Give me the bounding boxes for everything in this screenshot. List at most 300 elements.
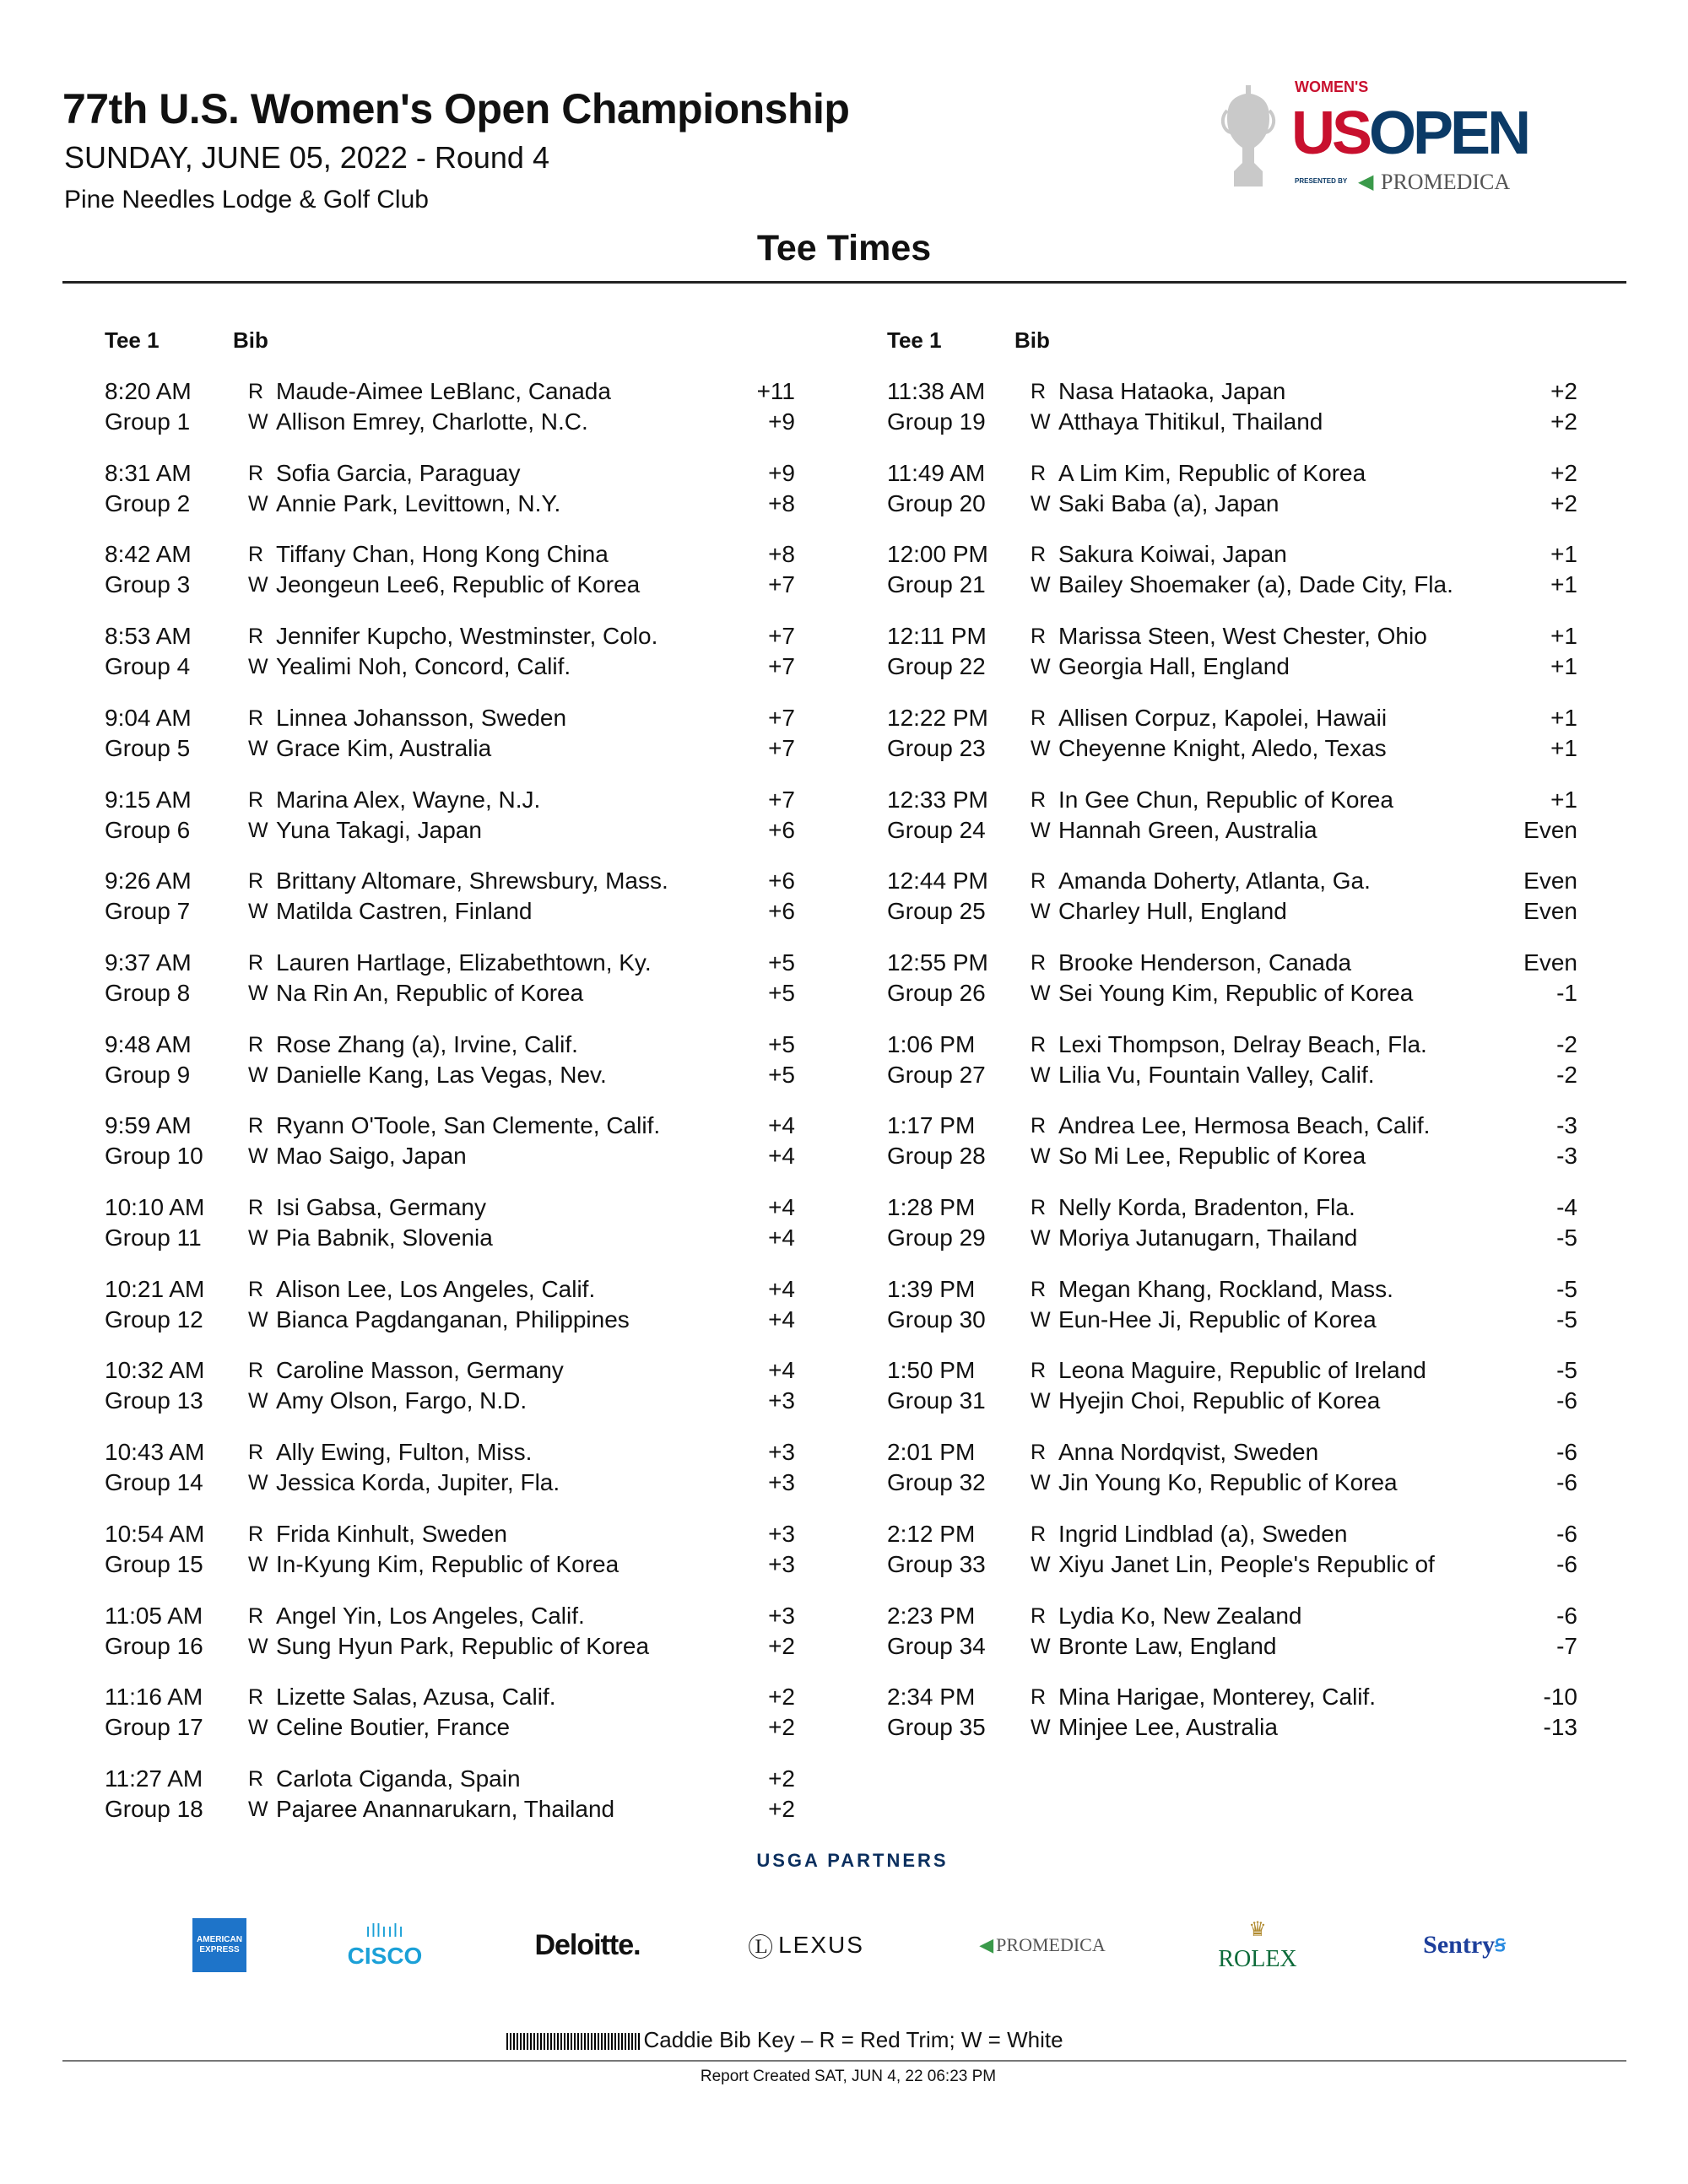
bib-letter: R [248,1766,264,1791]
player-score: +4 [768,1357,795,1384]
group-label: Group 29 [887,1224,986,1251]
player-score: +1 [1550,571,1577,598]
player-row-red [105,539,795,570]
crown-icon: ♛ [1248,1918,1267,1941]
tee-time-group [105,376,795,437]
player-score: +3 [768,1469,795,1496]
group-label: Group 35 [887,1714,986,1741]
player-score: +2 [1550,408,1577,435]
player-row-red [887,1355,1577,1386]
tee-time-group [105,1601,795,1662]
group-label: Group 26 [887,979,986,1006]
player-row-white [887,978,1577,1008]
bib-letter: W [1031,1389,1051,1414]
player-name: Sung Hyun Park, Republic of Korea [276,1632,650,1659]
tee-time: 10:10 AM [105,1194,205,1220]
player-score: +1 [1550,704,1577,731]
group-label: Group 3 [105,571,191,598]
player-row-red [105,1601,795,1631]
bib-letter: W [1031,1634,1051,1658]
bib-letter: R [248,1685,264,1710]
group-label: Group 34 [887,1632,986,1659]
bib-letter: W [248,1552,268,1576]
player-score: +3 [768,1439,795,1466]
player-row-white [887,896,1577,927]
group-label: Group 5 [105,734,191,761]
player-name: Lilia Vu, Fountain Valley, Calif. [1058,1061,1375,1088]
bib-letter: R [1031,543,1047,567]
player-row-red [887,1111,1577,1141]
logo-us-text: US [1291,100,1370,167]
player-name: Nasa Hataoka, Japan [1058,378,1286,404]
tee-time: 1:28 PM [887,1194,976,1220]
tee-time-group [887,621,1577,682]
player-row-red [105,1437,795,1468]
player-score: +3 [768,1387,795,1414]
player-name: Rose Zhang (a), Irvine, Calif. [276,1030,578,1057]
bib-letter: W [1031,981,1051,1005]
amex-logo: AMERICAN EXPRESS [190,1909,249,1981]
tee-time: 8:53 AM [105,623,192,650]
player-row-red [105,703,795,733]
player-name: Lauren Hartlage, Elizabethtown, Ky. [276,949,652,976]
player-score: +8 [768,541,795,568]
player-name: Pia Babnik, Slovenia [276,1224,493,1251]
player-score: +3 [768,1520,795,1547]
tee-time-group [105,621,795,682]
player-score: +5 [768,1030,795,1057]
player-score: +11 [756,378,795,404]
player-name: Georgia Hall, England [1058,653,1290,680]
group-label: Group 18 [105,1795,203,1822]
tee-time-group [105,1192,795,1253]
player-name: Minjee Lee, Australia [1058,1714,1278,1741]
caddie-bib-key: Caddie Bib Key – R = Red Trim; W = White [0,2027,1570,2053]
tee-time: 1:39 PM [887,1275,976,1302]
bib-letter: R [248,1114,264,1138]
tee-time-group [105,1519,795,1580]
player-row-white [887,1631,1577,1662]
tee-time-group [105,948,795,1008]
player-name: Marina Alex, Wayne, N.J. [276,786,541,813]
player-score: +1 [1550,541,1577,568]
player-score: +2 [768,1684,795,1711]
tee-time: 9:48 AM [105,1030,192,1057]
player-name: Sakura Koiwai, Japan [1058,541,1287,568]
partners-title: USGA PARTNERS [756,1850,949,1871]
bib-letter: W [248,981,268,1005]
player-row-red [887,458,1577,489]
player-name: Yealimi Noh, Concord, Calif. [276,653,571,680]
player-name: Grace Kim, Australia [276,734,492,761]
player-score: +5 [768,1061,795,1088]
player-name: Jessica Korda, Jupiter, Fla. [276,1469,560,1496]
player-score: +2 [768,1714,795,1741]
logo-presented-text: PRESENTED BY [1295,177,1348,185]
player-row-white [887,1549,1577,1580]
player-name: Mao Saigo, Japan [276,1143,467,1170]
bib-letter: W [248,1389,268,1414]
group-label: Group 25 [887,898,986,925]
tee-time-group [887,1437,1577,1498]
tee-time: 11:38 AM [887,378,986,404]
player-row-red [887,1192,1577,1223]
player-score: +7 [768,623,795,650]
player-row-red [105,1682,795,1712]
tee-time-group [887,458,1577,519]
tee-time: 11:05 AM [105,1602,203,1629]
bib-letter: W [248,1716,268,1740]
player-row-white [887,815,1577,846]
bib-letter: R [1031,1359,1047,1383]
player-row-red [887,866,1577,896]
bib-letter: W [248,410,268,434]
tee-time-group [105,703,795,764]
column-header-bib: Bib [233,327,268,353]
player-name: Tiffany Chan, Hong Kong China [276,541,609,568]
player-row-red [105,866,795,896]
player-row-red [887,703,1577,733]
bib-letter: R [1031,1196,1047,1219]
player-row-red [887,1519,1577,1549]
player-score: -6 [1556,1520,1577,1547]
player-row-white [105,1141,795,1171]
player-name: Na Rin An, Republic of Korea [276,979,584,1006]
tee-time-group [105,1682,795,1743]
tee-time-group [887,539,1577,600]
tee-time-group [887,1192,1577,1253]
player-name: Megan Khang, Rockland, Mass. [1058,1275,1393,1302]
bib-letter: R [1031,461,1047,485]
player-name: Lizette Salas, Azusa, Calif. [276,1684,556,1711]
group-label: Group 15 [105,1550,203,1577]
player-row-white [105,489,795,519]
player-score: +4 [768,1306,795,1333]
player-name: Ingrid Lindblad (a), Sweden [1058,1520,1348,1547]
bib-letter: W [248,1471,268,1495]
player-score: +7 [768,704,795,731]
tee-time: 2:01 PM [887,1439,976,1466]
tee-time-group [105,1274,795,1335]
player-row-red [887,1030,1577,1060]
tee-time: 10:54 AM [105,1520,205,1547]
player-row-white [105,1060,795,1090]
bib-letter: W [248,818,268,842]
player-name: Eun-Hee Ji, Republic of Korea [1058,1306,1377,1333]
header-divider [62,281,1626,284]
player-score: +6 [768,868,795,895]
logo-open-text: OPEN [1369,100,1528,167]
group-label: Group 2 [105,489,191,516]
player-row-red [105,458,795,489]
player-score: -6 [1556,1469,1577,1496]
bib-letter: R [1031,950,1047,975]
group-label: Group 7 [105,898,191,925]
player-score: +2 [1550,378,1577,404]
player-row-red [105,1355,795,1386]
bib-letter: R [1031,1032,1047,1057]
player-score: -6 [1556,1602,1577,1629]
group-label: Group 4 [105,653,191,680]
player-row-red [887,1682,1577,1712]
player-row-white [887,1060,1577,1090]
bib-letter: R [248,1603,264,1628]
player-name: Celine Boutier, France [276,1714,511,1741]
player-name: Charley Hull, England [1058,898,1287,925]
tee-time: 1:06 PM [887,1030,976,1057]
player-row-red [105,376,795,407]
player-score: -7 [1556,1632,1577,1659]
tee-time: 2:12 PM [887,1520,976,1547]
player-row-red [887,1601,1577,1631]
tee-time: 8:31 AM [105,459,192,486]
player-score: +5 [768,949,795,976]
player-score: -2 [1556,1061,1577,1088]
player-score: +1 [1550,734,1577,761]
bib-letter: W [1031,1144,1051,1169]
group-label: Group 14 [105,1469,203,1496]
player-score: -5 [1556,1275,1577,1302]
player-row-white [105,1631,795,1662]
player-score: -6 [1556,1550,1577,1577]
player-name: Jeongeun Lee6, Republic of Korea [276,571,641,598]
group-label: Group 33 [887,1550,986,1577]
player-row-red [105,1519,795,1549]
player-name: Atthaya Thitikul, Thailand [1058,408,1323,435]
bib-letter: W [1031,1552,1051,1576]
tee-time-group [887,1682,1577,1743]
tee-time: 12:11 PM [887,623,987,650]
player-name: Sofia Garcia, Paraguay [276,459,521,486]
player-score: +1 [1550,786,1577,813]
bib-letter: W [248,491,268,516]
player-score: +1 [1550,653,1577,680]
player-row-white [105,1549,795,1580]
player-name: Saki Baba (a), Japan [1058,489,1280,516]
column-header-tee: Tee 1 [105,327,160,353]
group-label: Group 23 [887,734,986,761]
bib-letter: R [248,1032,264,1057]
player-score: -5 [1556,1306,1577,1333]
player-name: A Lim Kim, Republic of Korea [1058,459,1366,486]
cisco-bars-icon: ıllıılı [365,1920,405,1941]
bib-letter: R [1031,1277,1047,1301]
sentry-logo: Sentry Ꞩ [1423,1931,1506,1959]
bib-letter: R [1031,1522,1047,1546]
bib-letter: W [1031,573,1051,597]
player-name: Lexi Thompson, Delray Beach, Fla. [1058,1030,1427,1057]
group-label: Group 11 [105,1224,202,1251]
bib-letter: R [1031,705,1047,730]
bib-letter: R [248,950,264,975]
player-name: Matilda Castren, Finland [276,898,533,925]
bib-letter: W [1031,900,1051,924]
player-name: Bailey Shoemaker (a), Dade City, Fla. [1058,571,1453,598]
player-name: Caroline Masson, Germany [276,1357,564,1384]
player-score: +4 [768,1143,795,1170]
player-score: -2 [1556,1030,1577,1057]
bib-letter: W [248,1307,268,1332]
tee-time-group [887,785,1577,846]
tee-time: 9:15 AM [105,786,192,813]
bib-letter: R [248,1196,264,1219]
bib-letter: R [248,543,264,567]
player-name: Yuna Takagi, Japan [276,816,482,843]
bib-letter: R [248,787,264,812]
tee-time-group [887,948,1577,1008]
player-name: Hannah Green, Australia [1058,816,1317,843]
player-name: In-Kyung Kim, Republic of Korea [276,1550,619,1577]
tee-time-group [105,458,795,519]
group-label: Group 21 [887,571,986,598]
tee-time-group [105,1030,795,1090]
player-row-white [887,1468,1577,1498]
bib-letter: R [248,1441,264,1465]
player-score: +4 [768,1194,795,1220]
tee-time-group [105,1437,795,1498]
bib-letter: R [248,461,264,485]
tee-time: 9:26 AM [105,868,192,895]
player-row-white [105,815,795,846]
group-label: Group 6 [105,816,191,843]
group-label: Group 1 [105,408,191,435]
player-row-white [887,1305,1577,1335]
bib-letter: R [1031,787,1047,812]
tee-time-group [887,376,1577,437]
bib-letter: R [248,380,264,403]
player-row-white [105,1305,795,1335]
player-name: Jin Young Ko, Republic of Korea [1058,1469,1398,1496]
player-name: Cheyenne Knight, Aledo, Texas [1058,734,1387,761]
player-row-white [887,570,1577,600]
bib-letter: W [248,1797,268,1821]
group-label: Group 12 [105,1306,203,1333]
round-date: SUNDAY, JUNE 05, 2022 - Round 4 [64,140,549,175]
bib-letter: W [248,655,268,679]
tee-time-group [105,1355,795,1416]
tee-time: 11:49 AM [887,459,986,486]
player-score: +3 [768,1602,795,1629]
player-row-white [105,1712,795,1743]
redacted-glyphs [506,2033,641,2050]
player-score: Even [1523,868,1577,895]
player-score: +4 [768,1112,795,1139]
bib-letter: W [248,573,268,597]
group-label: Group 32 [887,1469,986,1496]
tee-time: 2:23 PM [887,1602,976,1629]
player-row-red [887,948,1577,978]
player-score: -5 [1556,1224,1577,1251]
player-name: Lydia Ko, New Zealand [1058,1602,1302,1629]
player-row-white [105,1223,795,1253]
player-score: -1 [1556,979,1577,1006]
group-label: Group 16 [105,1632,203,1659]
player-row-white [105,1794,795,1825]
player-score: -6 [1556,1387,1577,1414]
deloitte-logo: Deloitte. [534,1928,641,1961]
player-score: +9 [768,408,795,435]
player-score: +5 [768,979,795,1006]
group-label: Group 24 [887,816,986,843]
player-row-red [887,376,1577,407]
group-label: Group 8 [105,979,191,1006]
tee-time: 8:42 AM [105,541,192,568]
player-name: Frida Kinhult, Sweden [276,1520,507,1547]
tee-time: 8:20 AM [105,378,192,404]
tee-time-group [105,866,795,927]
promedica-icon: ◀ [979,1934,994,1955]
player-row-red [105,1192,795,1223]
tee-time-group [887,1111,1577,1171]
player-score: +3 [768,1550,795,1577]
group-label: Group 27 [887,1061,986,1088]
tee-time: 12:55 PM [887,949,988,976]
tee-time-group [887,1601,1577,1662]
bib-letter: R [248,705,264,730]
promedica-logo: ◀ PROMEDICA [979,1934,1106,1955]
bib-letter: R [1031,380,1047,403]
tee-time: 1:50 PM [887,1357,976,1384]
lexus-logo: Ⓛ LEXUS [734,1909,878,1981]
column-header-tee: Tee 1 [887,327,942,353]
player-name: In Gee Chun, Republic of Korea [1058,786,1393,813]
group-label: Group 10 [105,1143,203,1170]
player-score: Even [1523,816,1577,843]
player-name: Mina Harigae, Monterey, Calif. [1058,1684,1377,1711]
player-name: Danielle Kang, Las Vegas, Nev. [276,1061,607,1088]
player-name: Jennifer Kupcho, Westminster, Colo. [276,623,658,650]
player-row-red [105,785,795,815]
player-name: Marissa Steen, West Chester, Ohio [1058,623,1427,650]
group-label: Group 30 [887,1306,986,1333]
bib-letter: W [1031,818,1051,842]
tee-time: 12:00 PM [887,541,988,568]
player-row-white [887,733,1577,764]
player-score: +1 [1550,623,1577,650]
player-row-white [105,896,795,927]
rolex-logo: ♛ ROLEX [1207,1909,1308,1981]
player-score: +7 [768,786,795,813]
player-name: Hyejin Choi, Republic of Korea [1058,1387,1381,1414]
logo-promedica-text: PROMEDICA [1381,170,1511,194]
footer-divider [62,2060,1626,2062]
bib-letter: R [1031,869,1047,894]
bib-letter: W [1031,1307,1051,1332]
player-row-white [887,1712,1577,1743]
player-score: +8 [768,489,795,516]
player-row-white [105,1468,795,1498]
player-score: Even [1523,949,1577,976]
player-name: Brittany Altomare, Shrewsbury, Mass. [276,868,668,895]
player-score: +4 [768,1275,795,1302]
tee-time: 9:37 AM [105,949,192,976]
column-header-bib: Bib [1014,327,1050,353]
player-name: Ally Ewing, Fulton, Miss. [276,1439,533,1466]
tee-time-group [105,1111,795,1171]
player-row-red [105,948,795,978]
tee-time: 1:17 PM [887,1112,976,1139]
tee-time: 10:43 AM [105,1439,205,1466]
player-row-red [105,1030,795,1060]
player-name: Andrea Lee, Hermosa Beach, Calif. [1058,1112,1431,1139]
tee-time-group [887,703,1577,764]
player-row-white [887,1141,1577,1171]
player-row-white [887,651,1577,682]
tee-time: 9:59 AM [105,1112,192,1139]
player-score: +2 [768,1795,795,1822]
player-row-red [887,785,1577,815]
player-row-white [887,407,1577,437]
